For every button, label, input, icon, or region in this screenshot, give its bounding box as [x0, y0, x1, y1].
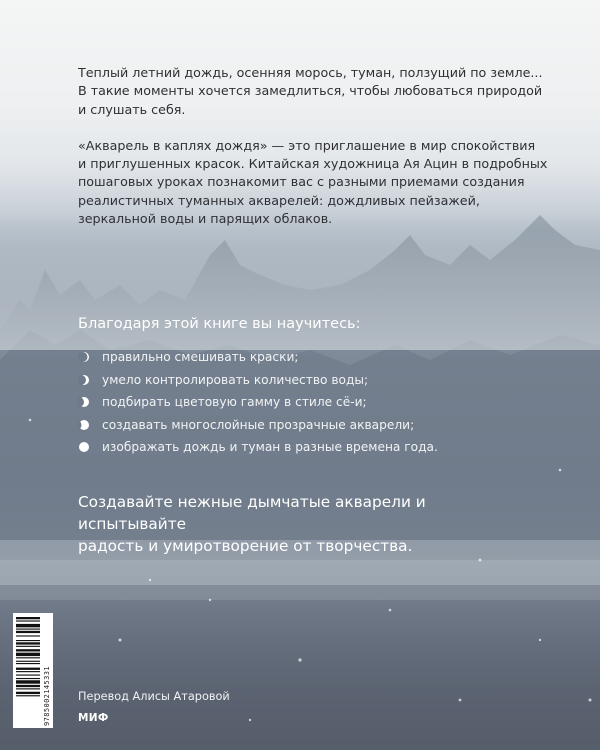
intro-p1-line-2: В такие моменты хочется замедлиться, чтобы любоваться природой	[78, 83, 543, 99]
barcode-number: 9785002145331	[43, 666, 51, 726]
moon-phase-icon	[78, 351, 90, 363]
list-item-text: изображать дождь и туман в разные времена года.	[102, 440, 438, 455]
learn-list	[78, 346, 438, 459]
moon-phase-icon	[78, 419, 90, 431]
publisher-logo: МИФ	[78, 712, 109, 724]
intro-paragraph-1	[78, 64, 548, 119]
moon-phase-icon	[78, 396, 90, 408]
moon-phase-icon	[78, 441, 90, 453]
list-item-text: подбирать цветовую гамму в стиле сё-и;	[102, 395, 367, 410]
cta-line-1: Создавайте нежные дымчатые акварели и испытывайте	[78, 493, 426, 533]
moon-phase-icon	[78, 374, 90, 386]
intro-p2-line-2: и приглушенных красок. Китайская художница Ая Ацин в подробных	[78, 156, 548, 172]
list-item-text: правильно смешивать краски;	[102, 350, 299, 365]
intro-paragraph-2	[78, 137, 548, 228]
list-item	[78, 346, 438, 369]
learn-heading: Благодаря этой книге вы научитесь:	[78, 316, 361, 332]
list-item	[78, 369, 438, 392]
translator-credit: Перевод Алисы Атаровой	[78, 690, 230, 703]
list-item	[78, 391, 438, 414]
intro-p1-line-1: Теплый летний дождь, осенняя морось, туман, ползущий по земле...	[78, 65, 543, 80]
cta-line-2: радость и умиротворение от творчества.	[78, 537, 413, 555]
intro-text	[78, 64, 548, 246]
intro-p2-line-4: реалистичных туманных акварелей: дождливых пейзажей,	[78, 192, 480, 208]
intro-p2-line-1: «Акварель в каплях дождя» — это приглашение в мир спокойствия	[78, 137, 536, 153]
list-item	[78, 414, 438, 437]
intro-p2-line-3: пошаговых уроках познакомит вас с разными приемами создания	[78, 174, 525, 190]
intro-p1-line-3: и слушать себя.	[78, 101, 186, 117]
list-item-text: создавать многослойные прозрачные акварели;	[102, 417, 415, 432]
list-item-text: умело контролировать количество воды;	[102, 372, 369, 387]
intro-p2-line-5: зеркальной воды и парящих облаков.	[78, 211, 333, 227]
call-to-action	[78, 491, 538, 557]
list-item	[78, 436, 438, 459]
